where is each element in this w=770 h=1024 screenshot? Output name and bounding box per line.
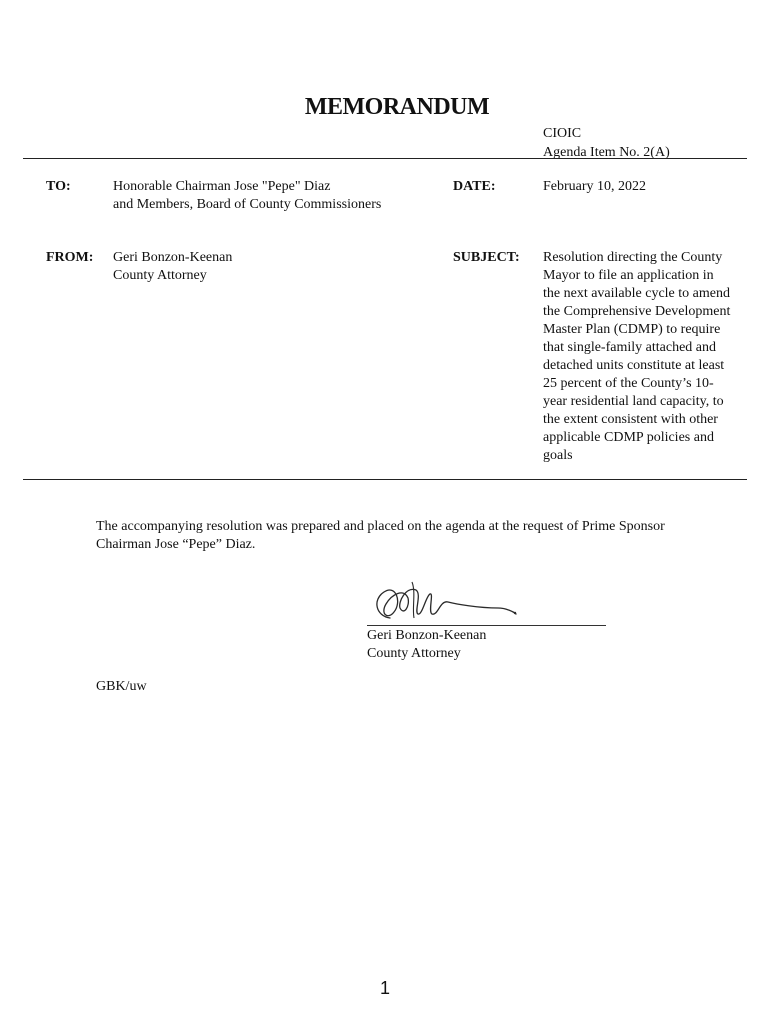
signatory-title: County Attorney bbox=[367, 646, 461, 661]
subject-line: the extent consistent with other bbox=[543, 412, 718, 427]
signatory-name: Geri Bonzon-Keenan bbox=[367, 628, 487, 643]
subject-line: year residential land capacity, to bbox=[543, 394, 724, 409]
handwritten-signature-icon bbox=[368, 578, 528, 628]
header-top-rule bbox=[23, 158, 747, 159]
to-line: and Members, Board of County Commissioners bbox=[113, 197, 382, 212]
subject-line: 25 percent of the County’s 10- bbox=[543, 376, 714, 391]
subject-label: SUBJECT: bbox=[453, 250, 520, 265]
subject-line: goals bbox=[543, 448, 573, 463]
subject-line: Mayor to file an application in bbox=[543, 268, 714, 283]
subject-line: applicable CDMP policies and bbox=[543, 430, 714, 445]
subject-line: detached units constitute at least bbox=[543, 358, 725, 373]
subject-line: the Comprehensive Development bbox=[543, 304, 731, 319]
body-line: The accompanying resolution was prepared and placed on the agenda at the request of Prime Sponsor bbox=[96, 519, 665, 534]
date-value: February 10, 2022 bbox=[543, 179, 647, 194]
header-bottom-rule bbox=[23, 479, 747, 480]
from-label: FROM: bbox=[46, 250, 94, 265]
to-value bbox=[113, 178, 381, 214]
committee-name: CIOIC bbox=[543, 126, 582, 141]
page-number: 1 bbox=[379, 978, 390, 998]
subject-line: Resolution directing the County bbox=[543, 250, 723, 265]
to-line: Honorable Chairman Jose "Pepe" Diaz bbox=[113, 179, 331, 194]
from-value bbox=[113, 249, 232, 285]
subject-line: the next available cycle to amend bbox=[543, 286, 730, 301]
from-line: Geri Bonzon-Keenan bbox=[113, 250, 233, 265]
from-line: County Attorney bbox=[113, 268, 207, 283]
agenda-item-number: Agenda Item No. 2(A) bbox=[543, 145, 670, 160]
to-label: TO: bbox=[46, 179, 71, 194]
memo-body bbox=[96, 518, 736, 554]
memo-title: MEMORANDUM bbox=[304, 94, 490, 120]
subject-value bbox=[543, 249, 749, 465]
typist-initials: GBK/uw bbox=[96, 679, 147, 694]
subject-line: Master Plan (CDMP) to require bbox=[543, 322, 721, 337]
signature-line bbox=[367, 625, 606, 626]
date-label: DATE: bbox=[453, 179, 496, 194]
subject-line: that single-family attached and bbox=[543, 340, 716, 355]
body-line: Chairman Jose “Pepe” Diaz. bbox=[96, 537, 256, 552]
